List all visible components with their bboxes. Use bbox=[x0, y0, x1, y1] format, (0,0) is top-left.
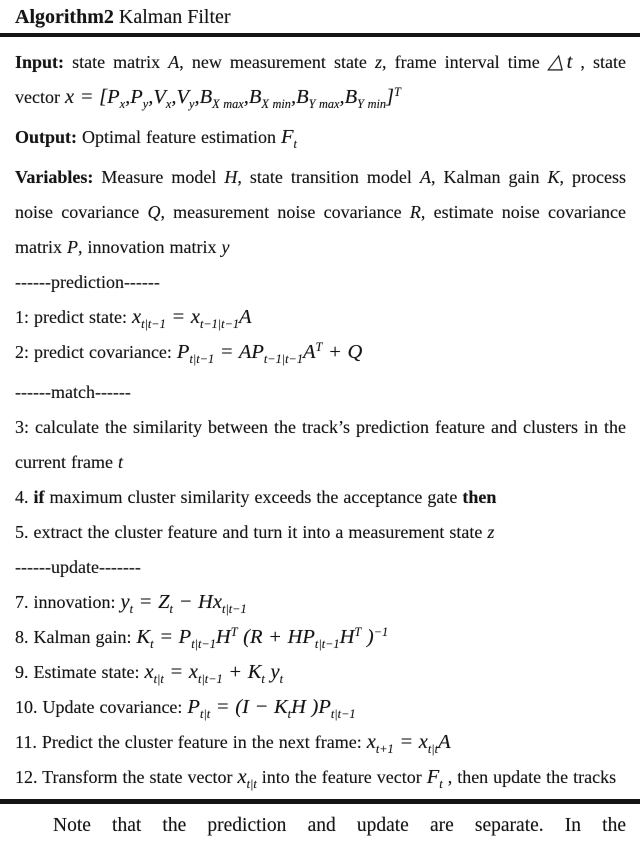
algorithm-name: Kalman Filter bbox=[113, 6, 231, 28]
text-run: maximum cluster similarity exceeds the acceptance gate bbox=[44, 487, 463, 507]
text-run: Optimal feature estimation bbox=[82, 127, 281, 147]
text-run: 5. extract the cluster feature and turn it into a measurement state bbox=[15, 522, 488, 542]
formula: t bbox=[117, 452, 123, 472]
formula: z bbox=[487, 522, 495, 542]
output-declaration bbox=[15, 120, 626, 155]
step-10-update-covariance bbox=[15, 690, 626, 725]
text-run: 8. Kalman gain: bbox=[15, 627, 137, 647]
formula: $P_{t|t} = (I - K_tH$ )$P_{t|t-1}$ bbox=[187, 696, 356, 722]
text-run: ------update------- bbox=[15, 557, 141, 577]
note-paragraph: Note that the prediction and update are separate. In the bbox=[53, 815, 626, 836]
text-run: 7. innovation: bbox=[15, 592, 121, 612]
formula: P bbox=[67, 237, 78, 257]
step-2-predict-covariance bbox=[15, 335, 626, 370]
text-run: ------prediction------ bbox=[15, 272, 160, 292]
bold-keyword: Variables: bbox=[15, 167, 102, 187]
formula: H bbox=[224, 167, 238, 187]
formula: K bbox=[547, 167, 560, 187]
text-run: , state transition model bbox=[237, 167, 420, 187]
text-run: 2: predict covariance: bbox=[15, 342, 177, 362]
formula: $x_{t|t} = x_{t|t-1} + K_t$ $y_t$ bbox=[144, 661, 283, 687]
algorithm-label: Algorithm2 bbox=[15, 6, 114, 28]
text-run: 9. Estimate state: bbox=[15, 662, 145, 682]
step-11-predict-next-frame bbox=[15, 725, 626, 760]
section-header-prediction bbox=[15, 265, 626, 300]
formula: $F_t$ bbox=[280, 126, 297, 152]
text-run: 10. Update covariance: bbox=[15, 697, 188, 717]
formula: $x = [P_x,P_y,V_x,V_y,B_{X max},B_{X min},B_{Y max},B_{Y min}]^T$ bbox=[64, 85, 401, 112]
text-run: , new measurement state bbox=[179, 52, 376, 72]
text-run: 4. bbox=[15, 487, 34, 507]
formula: $x_{t|t-1} = x_{t-1|t-1}A$ bbox=[131, 306, 252, 332]
text-run: , frame interval time bbox=[382, 52, 548, 72]
step-9-estimate-state bbox=[15, 655, 626, 690]
formula: R bbox=[409, 202, 421, 222]
algorithm-body bbox=[0, 37, 640, 799]
formula: z bbox=[375, 52, 383, 72]
formula: $x_{t+1} = x_{t|t}A$ bbox=[366, 731, 451, 757]
step-8-kalman-gain bbox=[15, 620, 626, 655]
step-7-innovation bbox=[15, 585, 626, 620]
formula: △t bbox=[547, 51, 573, 73]
bold-keyword: if bbox=[33, 487, 45, 507]
formula: A bbox=[168, 52, 180, 72]
step-4-if-condition bbox=[15, 480, 626, 515]
bottom-rule bbox=[0, 799, 640, 804]
text-run: , innovation matrix bbox=[78, 237, 222, 257]
step-12-transform-state bbox=[15, 760, 626, 795]
formula: $K_t = P_{t|t-1}H^T$ ($R + HP_{t|t-1}H^T$ )$^{-1}$ bbox=[136, 625, 389, 652]
input-declaration bbox=[15, 45, 626, 115]
step-1-predict-state bbox=[15, 300, 626, 335]
text-run: , measurement noise covariance bbox=[160, 202, 410, 222]
section-header-match bbox=[15, 375, 626, 410]
text-run: , estimate noise covariance matrix bbox=[15, 202, 626, 257]
text-run: ------match------ bbox=[15, 382, 131, 402]
text-run: state matrix bbox=[72, 52, 169, 72]
formula: $y_t = Z_t - Hx_{t|t-1}$ bbox=[120, 591, 247, 617]
algorithm-title bbox=[0, 0, 640, 33]
text-run: , then update the tracks bbox=[442, 767, 617, 787]
text-run: 3: calculate the similarity between the track’s prediction feature and clusters in the current frame bbox=[15, 417, 626, 472]
variables-declaration bbox=[15, 160, 626, 265]
step-5-extract-feature bbox=[15, 515, 626, 550]
text-run: 11. Predict the cluster feature in the next frame: bbox=[15, 732, 367, 752]
formula: A bbox=[419, 167, 431, 187]
bold-keyword: then bbox=[462, 487, 497, 507]
step-3-calculate-similarity bbox=[15, 410, 626, 480]
formula: y bbox=[221, 237, 230, 257]
text-run: Measure model bbox=[101, 167, 225, 187]
formula: $P_{t|t-1} = AP_{t-1|t-1}A^T + Q$ bbox=[176, 340, 363, 367]
text-run: , Kalman gain bbox=[430, 167, 548, 187]
formula: $x_{t|t}$ bbox=[237, 766, 257, 792]
text-run: 12. Transform the state vector bbox=[15, 767, 238, 787]
bold-keyword: Input: bbox=[15, 52, 73, 72]
text-run: 1: predict state: bbox=[15, 307, 132, 327]
text-run: , process noise covariance bbox=[15, 167, 627, 222]
bold-keyword: Output: bbox=[15, 127, 83, 147]
section-header-update bbox=[15, 550, 626, 585]
text-run: , state vector bbox=[15, 52, 626, 107]
formula: $F_t$ bbox=[426, 766, 443, 792]
formula: Q bbox=[147, 202, 161, 222]
text-run: into the feature vector bbox=[256, 767, 427, 787]
